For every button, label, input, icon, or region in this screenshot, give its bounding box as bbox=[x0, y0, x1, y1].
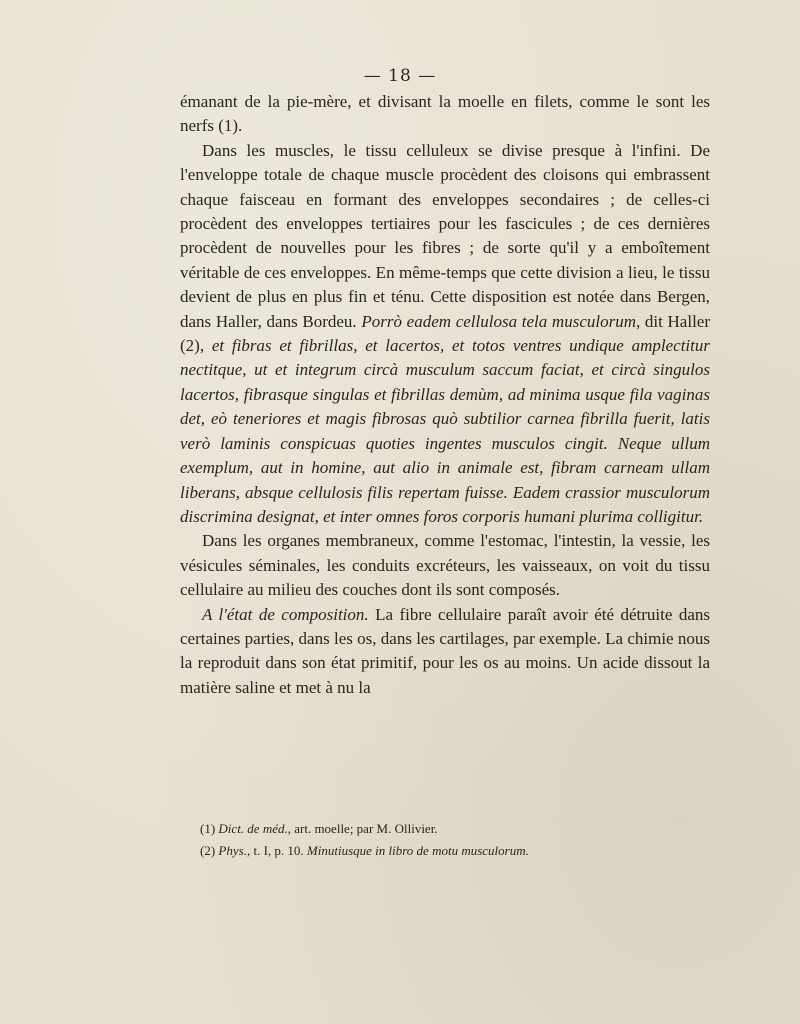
footnote-text: , t. I, p. 10. bbox=[246, 843, 307, 858]
footnote-1 bbox=[200, 818, 680, 840]
footnote-text-italic: Minutiusque in libro de motu musculorum. bbox=[306, 843, 529, 858]
section-heading-run: A l'état de composition. bbox=[202, 604, 369, 624]
paragraph-1 bbox=[180, 90, 710, 139]
footnote-marker: (2) bbox=[200, 843, 219, 858]
paragraph-2 bbox=[180, 139, 710, 530]
footnotes bbox=[200, 818, 680, 862]
text-run: La fibre cellulaire paraît avoir été détruite dans certaines parties, dans les os, dans les cartilages, par exemple. La chimie nous la reproduit dans son état primitif, pour les os au moins. Un acide dissout la matière saline et met à nu la bbox=[180, 604, 710, 697]
text-run: dit Haller (2), bbox=[180, 311, 711, 356]
footnote-text-italic: Dict. de méd. bbox=[218, 821, 288, 836]
footnote-text-italic: Phys. bbox=[218, 843, 247, 858]
page-number: — 18 — bbox=[363, 66, 437, 86]
paragraph-4 bbox=[180, 603, 710, 701]
text-run: Dans les organes membraneux, comme l'estomac, l'intestin, la vessie, les vésicules séminales, les conduits excréteurs, les vaisseaux, on voit du tissu cellulaire au milieu des couches dont ils sont composés. bbox=[180, 531, 710, 600]
footnote-text: , art. moelle; par M. Ollivier. bbox=[287, 821, 438, 836]
latin-quote-run: Porrò eadem cellulosa tela musculorum, bbox=[361, 311, 641, 331]
text-run: Dans les muscles, le tissu celluleux se divise presque à l'infini. De l'enveloppe totale de chaque muscle procèdent des cloisons qui embrassent chaque faisceau en formant des enveloppes secondaires ; de celles-ci procèdent des enveloppes tertiaires pour les fascicules ; de ces dernières procèdent de nouvelles pour les fibres ; de sorte qu'il y a emboîtement véritable de ces enveloppes. En même-temps que cette division a lieu, le tissu devient de plus en plus fin et ténu. Cette disposition est notée dans Bergen, dans Haller, dans Bordeu. bbox=[180, 140, 710, 331]
footnote-marker: (1) bbox=[200, 821, 219, 836]
footnote-2 bbox=[200, 840, 680, 862]
body-text bbox=[180, 90, 710, 700]
paragraph-3 bbox=[180, 529, 710, 602]
latin-quote-run: et fibras et fibrillas, et lacertos, et totos ventres undique amplectitur nectitque, ut et integrum circà musculum saccum faciat, et circà singulos lacertos, fibrasque singulas et fibrillas demùm, ad minima usque fila vaginas det, eò teneriores et magis fibrosas quò subtilior carnea fibrilla fuerit, latis verò laminis conspicuas quoties ingentes musculos cingit. Neque ullum exemplum, aut in homine, aut alio in animale est, fibram carneam ullam liberans, absque cellulosis filis repertam fuisse. Eadem crassior musculorum discrimina designat, et inter omnes foros corporis humani plurima colligitur. bbox=[180, 336, 710, 526]
text-run: émanant de la pie-mère, et divisant la moelle en filets, comme le sont les nerfs (1). bbox=[180, 92, 710, 136]
